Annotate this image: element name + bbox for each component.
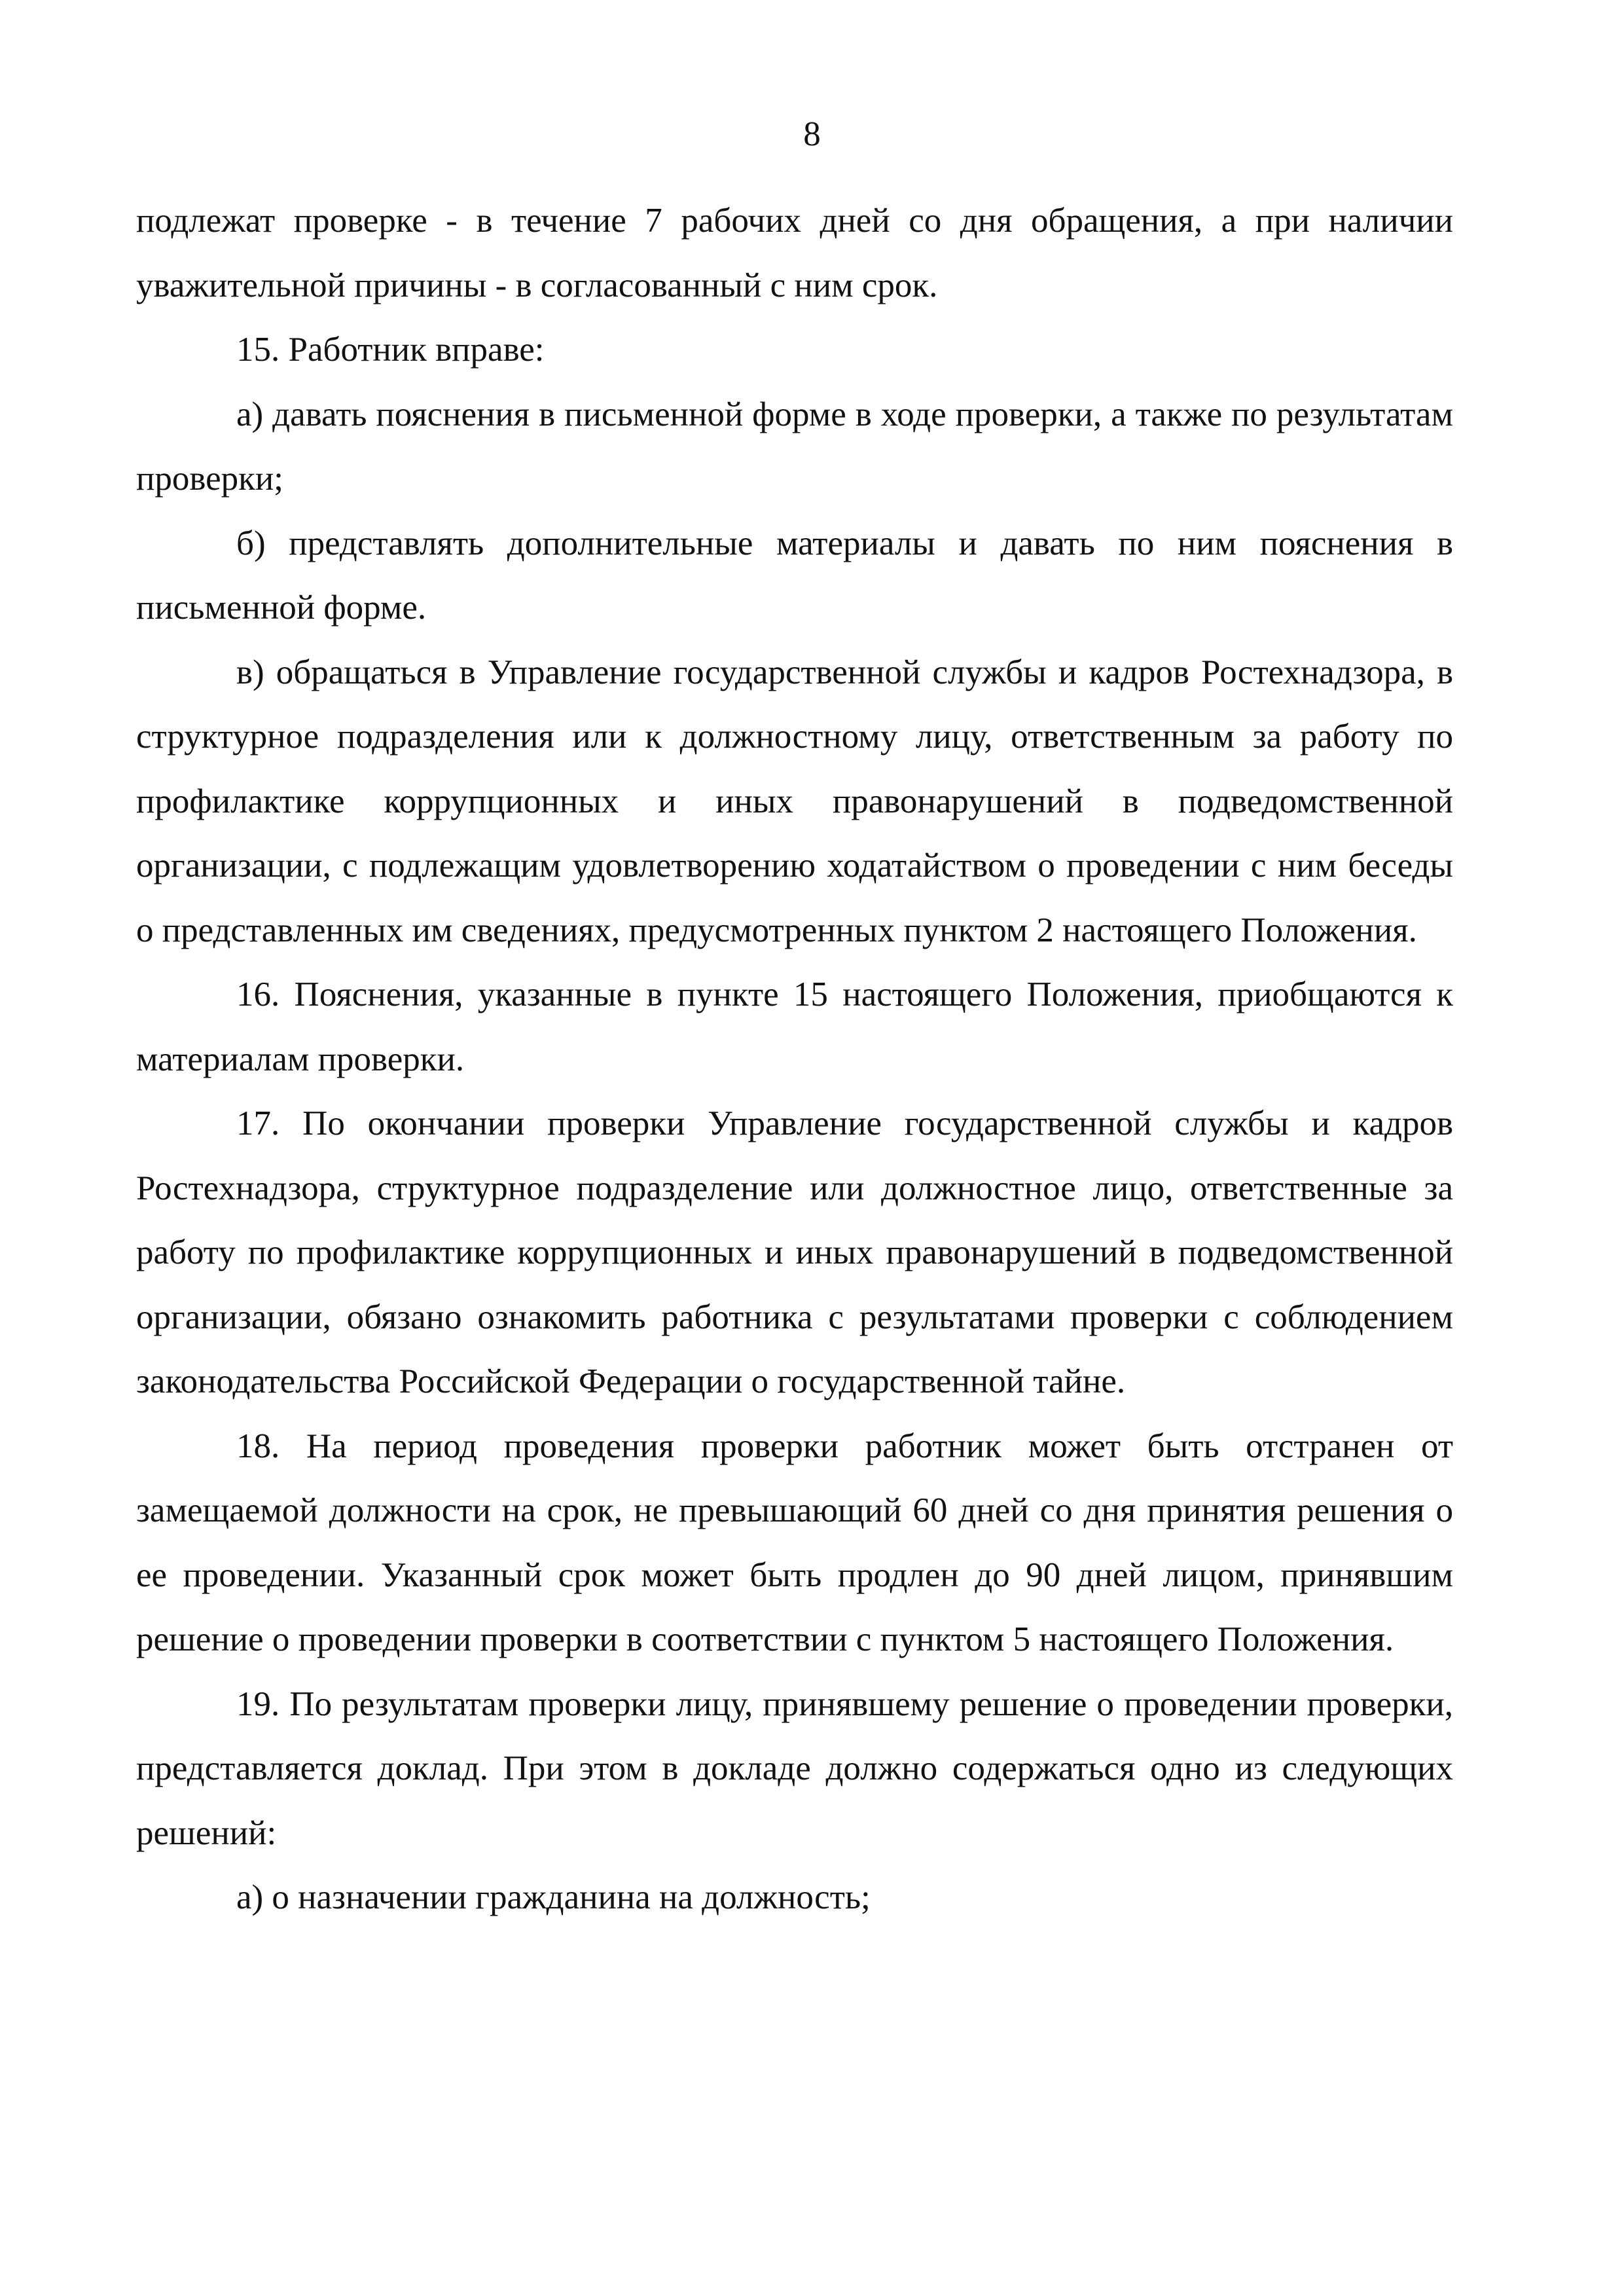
document-body (136, 189, 1453, 1930)
paragraph-item-15: 15. Работник вправе: (236, 331, 545, 369)
paragraph-item-15v: в) обращаться в Управление государственной службы и кадров Ростехнадзора, в структурное подразделения или к должностному лицу, ответственным за работу по профилактике коррупционных и иных правонарушений в подведомственной организации, с подлежащим удовлетворению ходатайством о проведении с ним беседы о представленных им сведениях, предусмотренных пунктом 2 настоящего Положения. (136, 653, 1453, 949)
page-number: 8 (803, 115, 821, 153)
paragraph-item-19a: а) о назначении гражданина на должность; (236, 1878, 871, 1916)
paragraph-item-17: 17. По окончании проверки Управление государственной службы и кадров Ростехнадзора, структурное подразделение или должностное лицо, ответственные за работу по профилактике коррупционных и иных правонарушений в подведомственной организации, обязано ознакомить работника с результатами проверки с соблюдением законодательства Российской Федерации о государственной тайне. (136, 1104, 1453, 1400)
paragraph-item-16: 16. Пояснения, указанные в пункте 15 настоящего Положения, приобщаются к материалам проверки. (136, 975, 1453, 1078)
paragraph-item-18: 18. На период проведения проверки работник может быть отстранен от замещаемой должности на срок, не превышающий 60 дней со дня принятия решения о ее проведении. Указанный срок может быть продлен до 90 дней лицом, принявшим решение о проведении проверки в соответствии с пунктом 5 настоящего Положения. (136, 1427, 1453, 1658)
paragraph-continuation: подлежат проверке - в течение 7 рабочих дней со дня обращения, а при наличии уважительной причины - в согласованный с ним срок. (136, 202, 1453, 304)
paragraph-item-15a: а) давать пояснения в письменной форме в ходе проверки, а также по результатам проверки; (136, 395, 1453, 498)
paragraph-item-19: 19. По результатам проверки лицу, принявшему решение о проведении проверки, представляется доклад. При этом в докладе должно содержаться одно из следующих решений: (136, 1685, 1453, 1852)
paragraph-item-15b: б) представлять дополнительные материалы и давать по ним пояснения в письменной форме. (136, 524, 1453, 627)
